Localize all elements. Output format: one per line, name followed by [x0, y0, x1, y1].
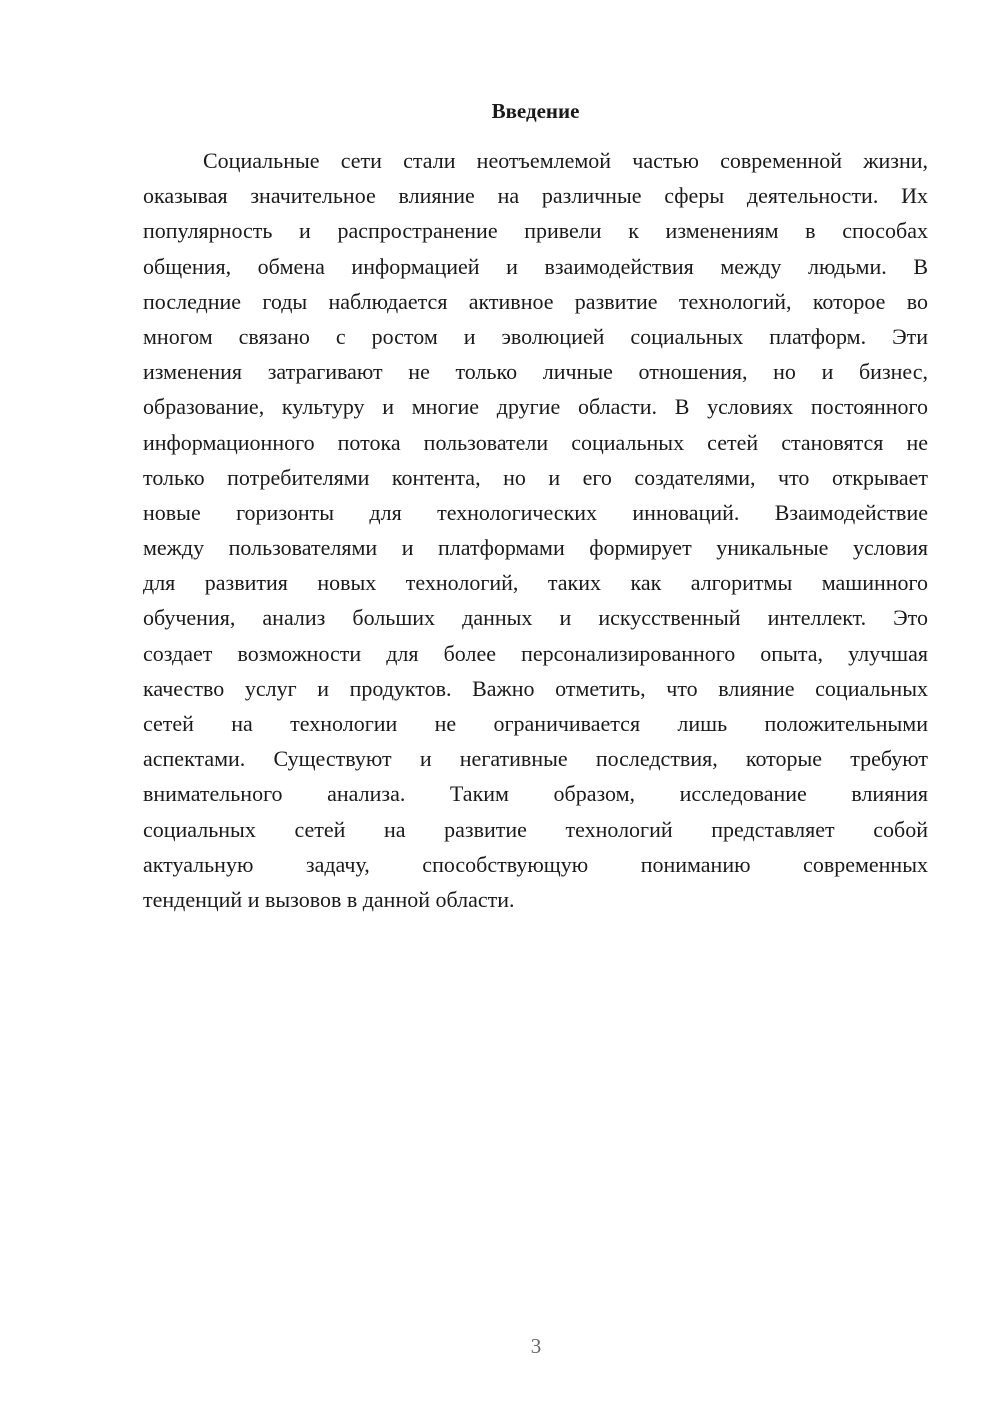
- paragraph-line: для развития новых технологий, таких как алгоритмы машинного: [143, 570, 928, 596]
- paragraph-line: новые горизонты для технологических инноваций. Взаимодействие: [143, 499, 928, 525]
- section-heading: Введение: [491, 99, 580, 123]
- paragraph-line: изменения затрагивают не только личные отношения, но и бизнес,: [143, 359, 928, 385]
- paragraph-line: между пользователями и платформами формирует уникальные условия: [143, 535, 928, 561]
- paragraph-line: сетей на технологии не ограничивается лишь положительными: [143, 711, 928, 736]
- paragraph-line: последние годы наблюдается активное развитие технологий, которое во: [143, 288, 928, 314]
- paragraph-line: Социальные сети стали неотъемлемой частью современной жизни,: [203, 148, 928, 173]
- paragraph-line: создает возможности для более персонализированного опыта, улучшая: [143, 640, 928, 666]
- paragraph-line: актуальную задачу, способствующую пониманию современных: [143, 851, 928, 877]
- paragraph-line: информационного потока пользователи социальных сетей становятся не: [143, 429, 928, 455]
- body-paragraph: [143, 143, 928, 917]
- paragraph-line: аспектами. Существуют и негативные последствия, которые требуют: [143, 746, 928, 772]
- paragraph-line: образование, культуру и многие другие области. В условиях постоянного: [143, 394, 928, 420]
- paragraph-line: социальных сетей на развитие технологий представляет собой: [143, 816, 928, 842]
- paragraph-line: качество услуг и продуктов. Важно отметить, что влияние социальных: [143, 675, 928, 701]
- paragraph-line: только потребителями контента, но и его создателями, что открывает: [143, 464, 928, 490]
- paragraph-line: тенденций и вызовов в данной области.: [143, 886, 515, 912]
- paragraph-line: общения, обмена информацией и взаимодействия между людьми. В: [143, 253, 928, 279]
- paragraph-line: многом связано с ростом и эволюцией социальных платформ. Эти: [143, 323, 928, 349]
- paragraph-line: популярность и распространение привели к изменениям в способах: [143, 218, 928, 244]
- page-number: 3: [530, 1334, 542, 1358]
- paragraph-line: внимательного анализа. Таким образом, исследование влияния: [143, 781, 928, 807]
- paragraph-line: обучения, анализ больших данных и искусственный интеллект. Это: [143, 605, 928, 631]
- paragraph-line: оказывая значительное влияние на различные сферы деятельности. Их: [143, 183, 928, 209]
